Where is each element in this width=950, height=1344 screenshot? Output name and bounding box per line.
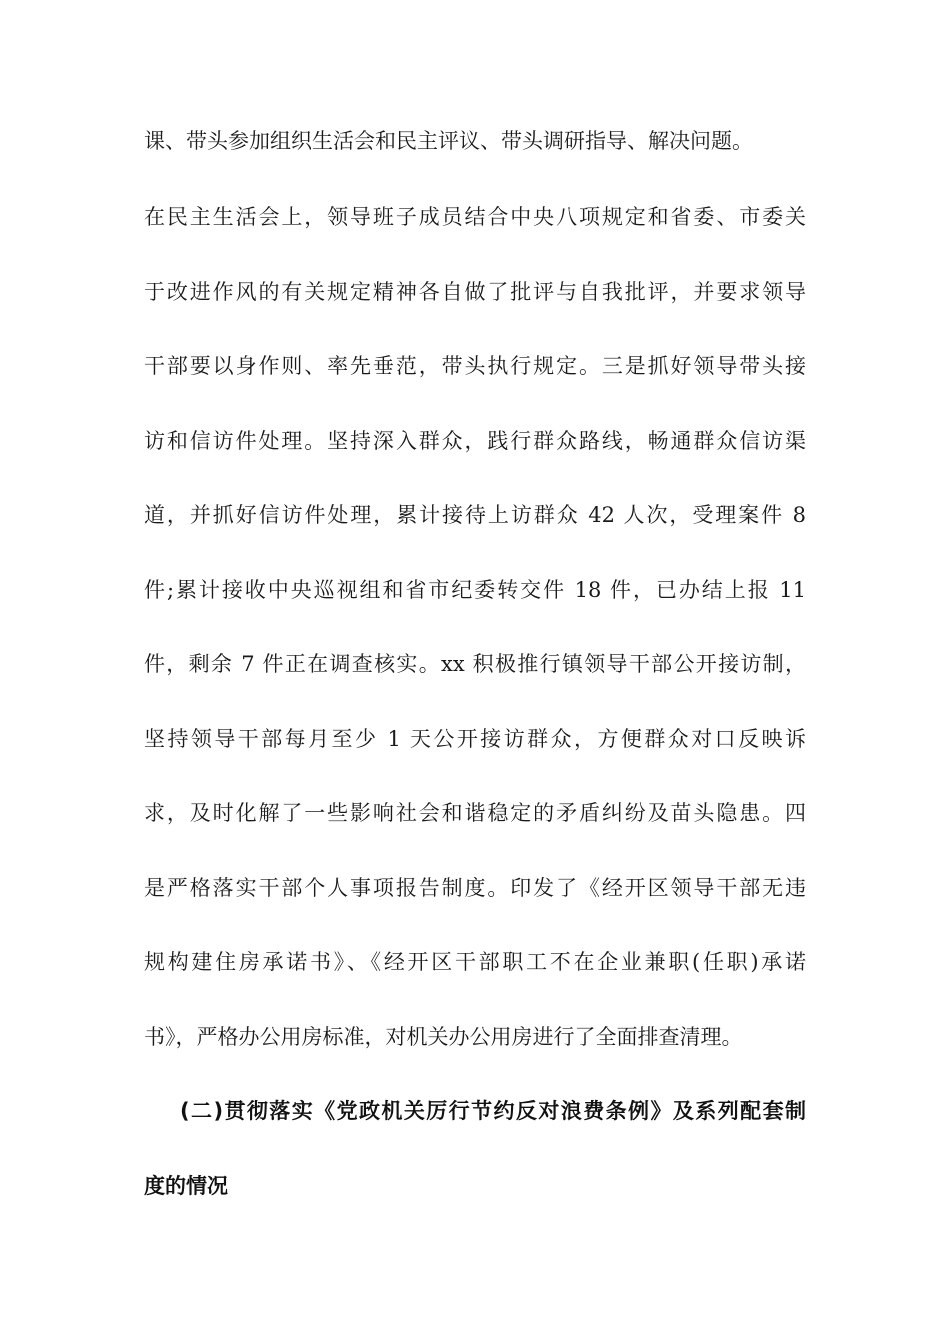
body-line-1: 课、带头参加组织生活会和民主评议、带头调研指导、解决问题。	[144, 129, 753, 153]
body-line-10: 求，及时化解了一些影响社会和谐稳定的矛盾纠纷及苗头隐患。四	[144, 801, 806, 825]
body-line-11: 是严格落实干部个人事项报告制度。印发了《经开区领导干部无违	[144, 876, 806, 900]
body-line-9: 坚持领导干部每月至少 1 天公开接访群众，方便群众对口反映诉	[144, 727, 806, 751]
body-line-4: 干部要以身作则、率先垂范，带头执行规定。三是抓好领导带头接	[144, 354, 806, 378]
body-line-3: 于改进作风的有关规定精神各自做了批评与自我批评，并要求领导	[144, 280, 806, 304]
body-line-6: 道，并抓好信访件处理，累计接待上访群众 42 人次，受理案件 8	[144, 503, 806, 527]
body-line-5: 访和信访件处理。坚持深入群众，践行群众路线，畅通群众信访渠	[144, 429, 806, 453]
body-line-2: 在民主生活会上，领导班子成员结合中央八项规定和省委、市委关	[144, 205, 806, 229]
body-line-7: 件;累计接收中央巡视组和省市纪委转交件 18 件，已办结上报 11	[144, 578, 806, 602]
body-line-8: 件，剩余 7 件正在调查核实。xx 积极推行镇领导干部公开接访制，	[144, 652, 806, 676]
section-heading-line-1: (二)贯彻落实《党政机关厉行节约反对浪费条例》及系列配套制	[180, 1099, 806, 1123]
body-line-12: 规构建住房承诺书》、《经开区干部职工不在企业兼职(任职)承诺	[144, 950, 806, 974]
section-heading-line-2: 度的情况	[144, 1174, 228, 1198]
body-line-13: 书》，严格办公用房标准，对机关办公用房进行了全面排查清理。	[144, 1025, 743, 1049]
